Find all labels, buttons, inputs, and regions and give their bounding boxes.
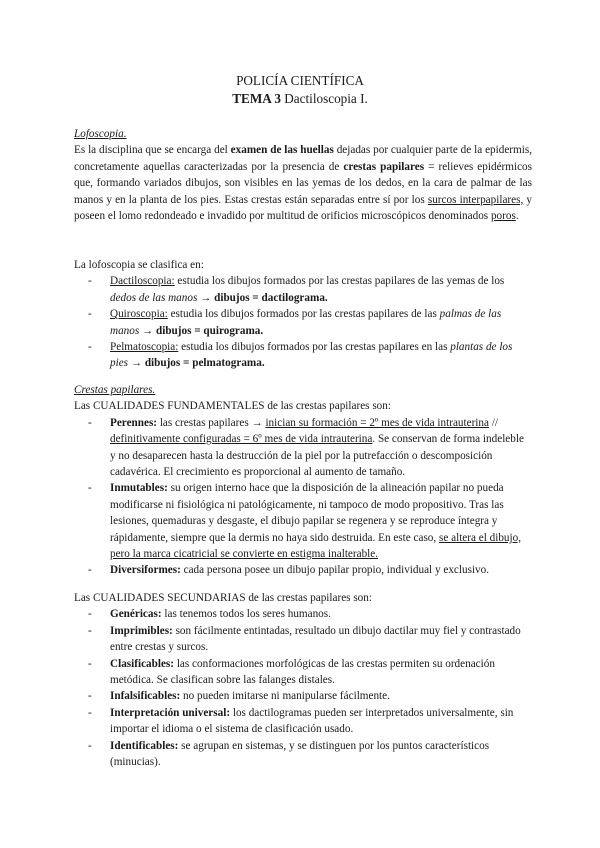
lofoscopia-classification	[74, 257, 532, 372]
list-item	[74, 273, 532, 306]
lofoscopia-section	[74, 126, 532, 224]
text-run: //	[488, 416, 498, 429]
lofoscopia-definition	[74, 142, 532, 224]
bold-term: Imprimibles:	[110, 624, 173, 637]
list-item	[74, 562, 532, 578]
underlined-term: surcos interpapilares,	[427, 193, 524, 206]
text-run: .	[515, 210, 519, 223]
list-item	[74, 606, 532, 622]
text-run: estudia los dibujos formados por las crestas papilares en las	[178, 341, 451, 354]
text-run: se agrupan en sistemas, y se distinguen por los puntos característicos (minucias).	[110, 739, 490, 769]
text-run: = relieves epidérmicos que, formando variados dibujos, son visibles en las yemas de los dedos, en la cara de palmar de las manos y en la planta de los pies. Estas crestas están separadas entre sí por los	[74, 160, 532, 206]
document-title: POLICÍA CIENTÍFICA	[236, 73, 364, 88]
bold-term: dibujos = dactilograma.	[214, 291, 328, 304]
list-item	[74, 705, 532, 738]
secondary-section	[74, 590, 532, 770]
bold-term: dibujos = pelmatograma.	[144, 357, 265, 370]
document-header	[0, 72, 600, 108]
list-item	[74, 623, 532, 656]
underlined-term: poros	[490, 210, 516, 223]
bold-term: Inmutables:	[110, 482, 168, 495]
topic-heading	[0, 90, 600, 108]
text-run: no pueden imitarse ni manipularse fácilmente.	[180, 690, 390, 703]
crestas-section	[74, 382, 532, 579]
bold-term: examen de las huellas	[230, 144, 334, 157]
item-term: Dactiloscopia:	[110, 275, 175, 288]
italic-term: plantas de los pies	[110, 341, 513, 370]
text-run: estudia los dibujos formados por las crestas papilares de las	[167, 308, 440, 321]
classification-intro: La lofoscopia se clasifica en:	[74, 259, 204, 271]
arrow-glyph: →	[139, 324, 156, 337]
text-run: son fácilmente entintadas, resultado un dibujo dactilar muy fiel y contrastado entre crestas y surcos.	[110, 624, 521, 654]
bold-term: Perennes:	[110, 416, 158, 429]
list-item	[74, 480, 532, 562]
arrow-glyph: →	[197, 291, 215, 304]
text-run: las crestas papilares →	[157, 416, 266, 429]
list-item	[74, 415, 532, 481]
underlined-term: definitivamente configuradas = 6º mes de vida intrauterina	[110, 433, 373, 446]
arrow-glyph: →	[128, 357, 145, 370]
list-item	[74, 738, 532, 771]
text-run: estudia los dibujos formados por las crestas papilares de las yemas de los	[174, 275, 505, 288]
text-run: las conformaciones morfológicas de las crestas permiten su ordenación metódica. Se clasifican sobre las falanges distales.	[110, 657, 495, 687]
list-item	[74, 339, 532, 372]
bold-term: Diversiformes:	[110, 564, 181, 577]
item-term: Quiroscopia:	[110, 308, 168, 321]
text-run: los dactilogramas pueden ser interpretados universalmente, sin importar el idioma o el sistema de clasificación usado.	[110, 706, 514, 736]
text-run: las tenemos todos los seres humanos.	[161, 608, 331, 621]
italic-term: palmas de las manos	[110, 308, 502, 337]
bold-term: Clasificables:	[110, 657, 175, 670]
list-item	[74, 688, 532, 704]
topic-number: TEMA 3	[232, 91, 281, 106]
section-title-lofoscopia: Lofoscopia.	[74, 128, 127, 140]
secondary-list	[74, 606, 532, 770]
bold-term: Genéricas:	[110, 608, 162, 621]
text-run: y poseen el lomo redondeado e invadido por multitud de orificios microscópicos denominados	[74, 193, 533, 223]
bold-term: crestas papilares	[343, 160, 425, 173]
italic-term: dedos de las manos	[110, 291, 198, 304]
text-run: . Se conservan de forma indeleble y no desaparecen hasta la destrucción de la piel por la putrefacción o descomposición cadavérica. El crecimiento es proporcional al aumento de tamaño.	[110, 433, 524, 479]
topic-name: Dactiloscopia I.	[284, 91, 368, 106]
text-run: Es la disciplina que se encarga del	[74, 144, 231, 157]
underlined-term: se altera el dibujo, pero la marca cicatricial se convierte en estigma inalterable.	[110, 531, 522, 561]
text-run: cada persona posee un dibujo papilar propio, individual y exclusivo.	[180, 564, 490, 577]
bold-term: dibujos = quirograma.	[156, 324, 264, 337]
bold-term: Identificables:	[110, 739, 179, 752]
item-term: Pelmatoscopia:	[110, 341, 179, 354]
fundamental-list	[74, 415, 532, 579]
underlined-term: inician su formación = 2º mes de vida intrauterina	[265, 416, 489, 429]
list-item	[74, 306, 532, 339]
text-run: dejadas por cualquier parte de la epidermis, concretamente aquellas caracterizadas por la presencia de	[74, 144, 532, 173]
classification-list	[74, 273, 532, 371]
bold-term: Infalsificables:	[110, 690, 181, 703]
fundamental-intro: Las CUALIDADES FUNDAMENTALES de las crestas papilares son:	[74, 400, 391, 413]
section-title-crestas: Crestas papilares.	[74, 384, 156, 396]
bold-term: Interpretación universal:	[110, 706, 231, 719]
list-item	[74, 656, 532, 689]
secondary-intro: Las CUALIDADES SECUNDARIAS de las crestas papilares son:	[74, 592, 372, 604]
text-run: su origen interno hace que la disposición de la alineación papilar no pueda modificarse ni fisiológica ni patológicamente, ni tampoco de modo propositivo. Tras las lesiones, quemaduras y desgaste, el dibujo papilar se regenera y se reproduce íntegra y rápidamente, siempre que la dermis no haya sido destruida. En este caso,	[110, 482, 504, 544]
